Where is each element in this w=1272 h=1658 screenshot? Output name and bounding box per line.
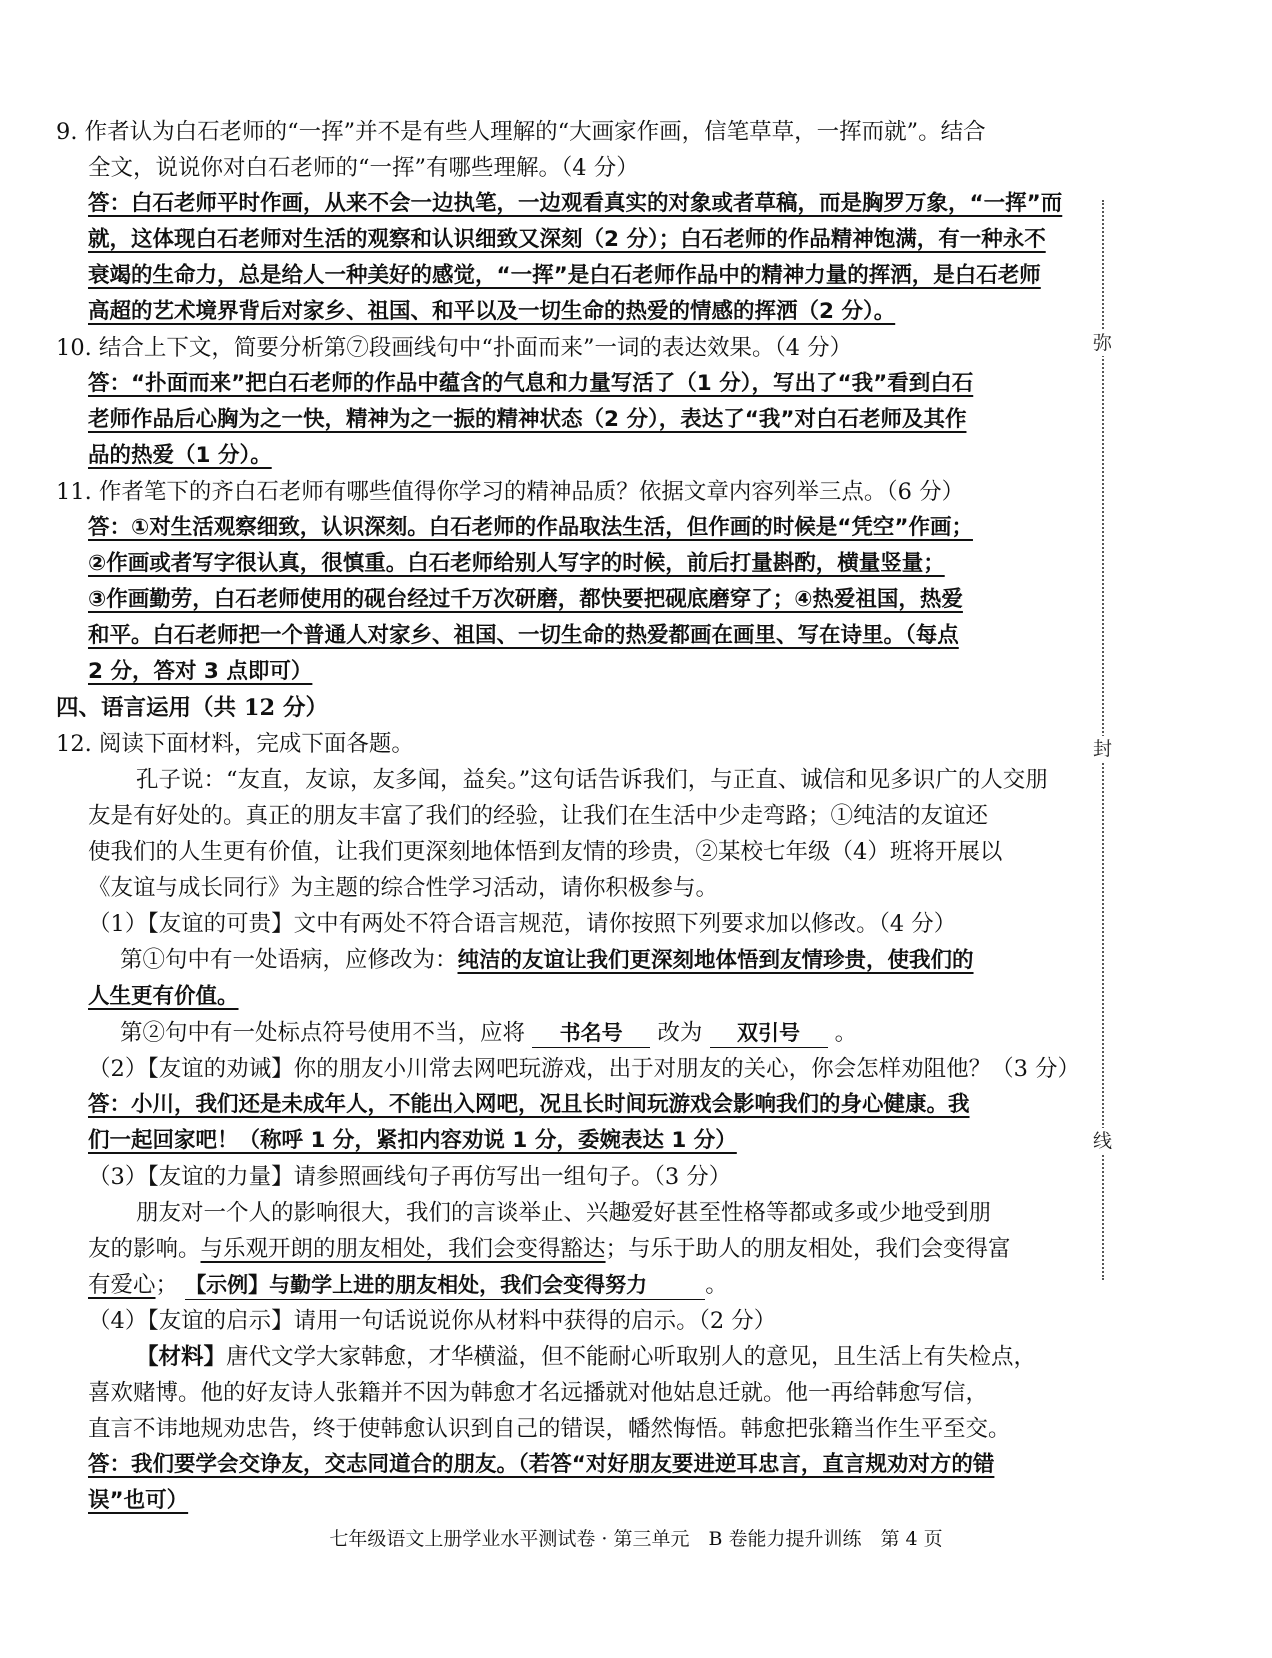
binding-char-feng: 封 bbox=[1093, 738, 1113, 760]
binding-char-mi: 弥 bbox=[1093, 332, 1113, 354]
q11-question: 11. 作者笔下的齐白石老师有哪些值得你学习的精神品质？依据文章内容列举三点。（6 分） bbox=[56, 479, 965, 505]
q9-question-line-2: 全文，说说你对白石老师的“一挥”有哪些理解。（4 分） bbox=[88, 155, 639, 181]
q12-2-answer-line-1: 答：小川，我们还是未成年人，不能出入网吧，况且长时间玩游戏会影响我们的身心健康。我 bbox=[88, 1092, 970, 1117]
q12-4-material-line-3: 直言不讳地规劝忠告，终于使韩愈认识到自己的错误，幡然悔悟。韩愈把张籍当作生平至交。 bbox=[88, 1416, 1011, 1442]
q12-passage-line-3: 使我们的人生更有价值，让我们更深刻地体悟到友情的珍贵，②某校七年级（4）班将开展以 bbox=[88, 839, 1003, 865]
q12-2-answer-line-2: 们一起回家吧！（称呼 1 分，紧扣内容劝说 1 分，委婉表达 1 分） bbox=[88, 1128, 737, 1153]
q12-4-question: （4）【友谊的启示】请用一句话说说你从材料中获得的启示。（2 分） bbox=[88, 1308, 777, 1334]
q9-answer-line-1: 答：白石老师平时作画，从来不会一边执笔，一边观看真实的对象或者草稿，而是胸罗万象，“一挥”而 bbox=[88, 191, 1063, 216]
q12-3-question: （3）【友谊的力量】请参照画线句子再仿写出一组句子。（3 分） bbox=[88, 1164, 732, 1190]
q12-intro: 12. 阅读下面材料，完成下面各题。 bbox=[56, 731, 414, 757]
q12-4-material-line-2: 喜欢赌博。他的好友诗人张籍并不因为韩愈才名远播就对他姑息迁就。他一再给韩愈写信， bbox=[88, 1380, 989, 1406]
q12-passage-line-4: 《友谊与成长同行》为主题的综合性学习活动，请你积极参与。 bbox=[88, 875, 719, 901]
q11-answer-line-4: 和平。白石老师把一个普通人对家乡、祖国、一切生命的热爱都画在画里、写在诗里。（每点 bbox=[88, 623, 959, 648]
q12-3-paragraph-line-2: 友的影响。与乐观开朗的朋友相处，我们会变得豁达；与乐于助人的朋友相处，我们会变得富 bbox=[88, 1236, 1011, 1262]
q9-answer-line-4: 高超的艺术境界背后对家乡、祖国、和平以及一切生命的热爱的情感的挥洒（2 分）。 bbox=[88, 299, 896, 324]
q12-passage-line-1: 孔子说：“友直，友谅，友多闻，益矣。”这句话告诉我们，与正直、诚信和见多识广的人交朋 bbox=[136, 767, 1048, 793]
q12-4-answer-line-2: 误”也可） bbox=[88, 1488, 189, 1513]
q12-4-answer-line-1: 答：我们要学会交诤友，交志同道合的朋友。（若答“对好朋友要进逆耳忠言，直言规劝对方的错 bbox=[88, 1452, 995, 1477]
q9-answer-line-3: 衰竭的生命力，总是给人一种美好的感觉，“一挥”是白石老师作品中的精神力量的挥洒，是白石老师 bbox=[88, 263, 1041, 288]
q12-3-paragraph-line-1: 朋友对一个人的影响很大，我们的言谈举止、兴趣爱好甚至性格等都或多或少地受到朋 bbox=[136, 1200, 992, 1226]
exam-page bbox=[56, 114, 1081, 1519]
q12-1-line-1: 第①句中有一处语病，应修改为：纯洁的友谊让我们更深刻地体悟到友情珍贵，使我们的 bbox=[120, 947, 974, 973]
section-4-heading: 四、语言运用（共 12 分） bbox=[56, 695, 328, 721]
page-footer: 七年级语文上册学业水平测试卷 · 第三单元 B 卷能力提升训练 第 4 页 bbox=[329, 1528, 943, 1550]
answer-blank-2: 双引号 bbox=[710, 1019, 828, 1048]
imitation-answer: 【示例】与勤学上进的朋友相处，我们会变得努力 bbox=[185, 1271, 705, 1300]
q10-answer-line-2: 老师作品后心胸为之一快，精神为之一振的精神状态（2 分），表达了“我”对白石老师及其作 bbox=[88, 407, 967, 432]
q11-answer-line-5: 2 分，答对 3 点即可） bbox=[88, 659, 313, 684]
q12-4-material-line-1: 【材料】唐代文学大家韩愈，才华横溢，但不能耐心听取别人的意见，且生活上有失检点， bbox=[136, 1344, 1037, 1370]
q9-question-line-1: 9. 作者认为白石老师的“一挥”并不是有些人理解的“大画家作画，信笔草草，一挥而就”。结合 bbox=[56, 119, 986, 145]
q11-answer-line-2: ②作画或者写字很认真，很慎重。白石老师给别人写字的时候，前后打量斟酌，横量竖量； bbox=[88, 551, 945, 576]
q10-answer-line-3: 品的热爱（1 分）。 bbox=[88, 443, 272, 468]
q12-1-answer: 纯洁的友谊让我们更深刻地体悟到友情珍贵，使我们的 bbox=[457, 948, 974, 973]
q12-1-line-1-cont: 人生更有价值。 bbox=[88, 984, 239, 1009]
q11-answer-line-1: 答：①对生活观察细致，认识深刻。白石老师的作品取法生活，但作画的时候是“凭空”作画； bbox=[88, 515, 973, 540]
q12-1-line-2: 第②句中有一处标点符号使用不当，应将 书名号 改为 双引号 。 bbox=[120, 1020, 858, 1046]
answer-blank-1: 书名号 bbox=[532, 1019, 650, 1048]
q12-1-question: （1）【友谊的可贵】文中有两处不符合语言规范，请你按照下列要求加以修改。（4 分） bbox=[88, 911, 957, 937]
q10-question: 10. 结合上下文，简要分析第⑦段画线句中“扑面而来”一词的表达效果。（4 分） bbox=[56, 335, 853, 361]
q12-3-paragraph-line-3: 有爱心； 【示例】与勤学上进的朋友相处，我们会变得努力 。 bbox=[88, 1272, 728, 1298]
q10-answer-line-1: 答：“扑面而来”把白石老师的作品中蕴含的气息和力量写活了（1 分），写出了“我”看到白石 bbox=[88, 371, 974, 396]
q12-passage-line-2: 友是有好处的。真正的朋友丰富了我们的经验，让我们在生活中少走弯路；①纯洁的友谊还 bbox=[88, 803, 989, 829]
q11-answer-line-3: ③作画勤劳，白石老师使用的砚台经过千万次研磨，都快要把砚底磨穿了；④热爱祖国，热爱 bbox=[88, 587, 963, 612]
q9-answer-line-2: 就，这体现白石老师对生活的观察和认识细致又深刻（2 分）；白石老师的作品精神饱满，有一种永不 bbox=[88, 227, 1046, 252]
binding-char-xian: 线 bbox=[1093, 1130, 1113, 1152]
underlined-model-sentence: 与乐观开朗的朋友相处，我们会变得豁达 bbox=[200, 1236, 606, 1262]
q12-2-question: （2）【友谊的劝诫】你的朋友小川常去网吧玩游戏，出于对朋友的关心，你会怎样劝阻他？（3 分） bbox=[88, 1056, 1081, 1082]
